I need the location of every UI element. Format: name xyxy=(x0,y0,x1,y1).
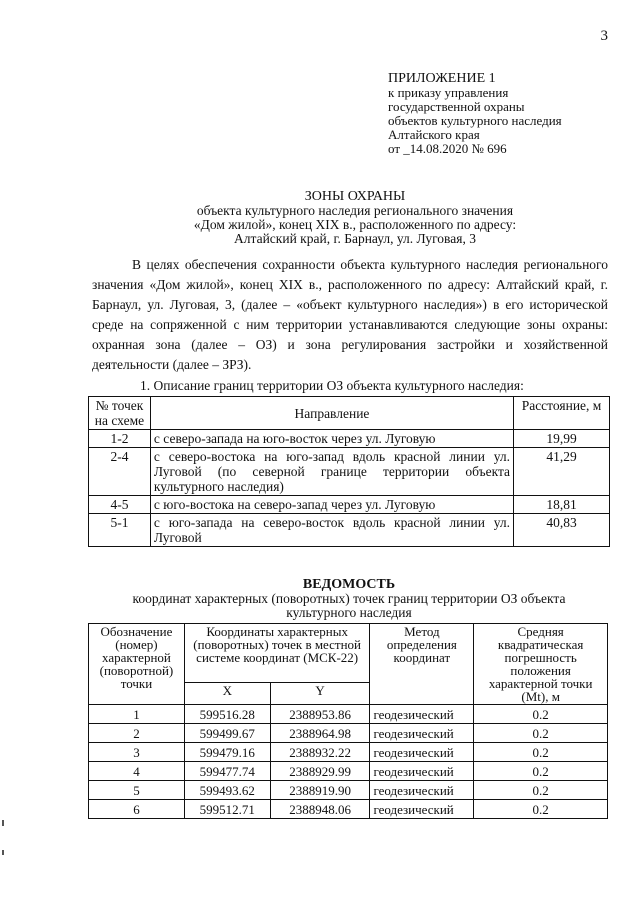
cell-number: 6 xyxy=(89,800,185,819)
appendix-line: к приказу управления xyxy=(388,85,509,100)
cell-method: геодезический xyxy=(370,800,474,819)
table-row xyxy=(89,705,608,724)
scan-artifact xyxy=(2,820,4,826)
page-number: 3 xyxy=(600,28,608,44)
cell-method: геодезический xyxy=(370,705,474,724)
header-coordinates: Координаты характерных (поворотных) точек в местной системе координат (МСК-22) xyxy=(184,624,370,683)
cell-method: геодезический xyxy=(370,724,474,743)
table-header-row xyxy=(89,624,608,683)
table-row xyxy=(89,800,608,819)
scan-artifact xyxy=(2,850,4,855)
cell-y: 2388948.06 xyxy=(270,800,370,819)
cell-x: 599516.28 xyxy=(184,705,270,724)
appendix-line: от _14.08.2020 № 696 xyxy=(388,141,507,156)
cell-y: 2388932.22 xyxy=(270,743,370,762)
vedomost-title: ВЕДОМОСТЬ xyxy=(302,577,396,592)
cell-number: 4 xyxy=(89,762,185,781)
header-y: Y xyxy=(270,682,370,704)
appendix-line: государственной охраны xyxy=(388,99,525,114)
header-method: Метод определения координат xyxy=(370,624,474,705)
cell-points: 2-4 xyxy=(89,448,151,496)
cell-mt: 0.2 xyxy=(474,800,608,819)
cell-points: 1-2 xyxy=(89,430,151,448)
vedomost-subtitle-line: культурного наследия xyxy=(286,605,412,620)
cell-x: 599493.62 xyxy=(184,781,270,800)
coordinates-table xyxy=(88,623,608,819)
cell-method: геодезический xyxy=(370,762,474,781)
zones-subtitle-line: объекта культурного наследия регионального значения xyxy=(196,203,514,218)
cell-y: 2388964.98 xyxy=(270,724,370,743)
table-header-row xyxy=(89,397,610,430)
table-row xyxy=(89,430,610,448)
cell-points: 4-5 xyxy=(89,496,151,514)
cell-direction: с северо-востока на юго-запад вдоль красной линии ул. Луговой (по северной границе территории объекта культурного наследия) xyxy=(150,448,513,496)
cell-distance: 41,29 xyxy=(514,448,610,496)
zones-subtitle-line: Алтайский край, г. Барнаул, ул. Луговая, 3 xyxy=(234,231,476,246)
vedomost-header xyxy=(88,578,610,620)
table-row xyxy=(89,448,610,496)
zones-subtitle-line: «Дом жилой», конец XIX в., расположенного по адресу: xyxy=(193,217,517,232)
cell-direction: с юго-востока на северо-запад через ул. Луговую xyxy=(150,496,513,514)
appendix-line: Алтайского края xyxy=(388,127,480,142)
header-distance: Расстояние, м xyxy=(514,397,610,430)
cell-direction: с юго-запада на северо-восток вдоль красной линии ул. Луговой xyxy=(150,514,513,547)
header-error: Средняя квадратическая погрешность положения характерной точки (Mt), м xyxy=(474,624,608,705)
header-points: № точек на схеме xyxy=(89,397,151,430)
cell-x: 599479.16 xyxy=(184,743,270,762)
vedomost-subtitle-line: координат характерных (поворотных) точек границ территории ОЗ объекта xyxy=(132,591,566,606)
cell-x: 599512.71 xyxy=(184,800,270,819)
cell-points: 5-1 xyxy=(89,514,151,547)
header-x: X xyxy=(184,682,270,704)
cell-x: 599499.67 xyxy=(184,724,270,743)
cell-x: 599477.74 xyxy=(184,762,270,781)
table-row xyxy=(89,496,610,514)
zones-title: ЗОНЫ ОХРАНЫ xyxy=(304,189,406,204)
cell-y: 2388953.86 xyxy=(270,705,370,724)
table-row xyxy=(89,762,608,781)
cell-number: 2 xyxy=(89,724,185,743)
table-row xyxy=(89,743,608,762)
table-row xyxy=(89,724,608,743)
cell-mt: 0.2 xyxy=(474,762,608,781)
cell-distance: 18,81 xyxy=(514,496,610,514)
boundaries-table xyxy=(88,396,610,547)
header-direction: Направление xyxy=(150,397,513,430)
cell-method: геодезический xyxy=(370,781,474,800)
appendix-line: объектов культурного наследия xyxy=(388,113,562,128)
cell-y: 2388929.99 xyxy=(270,762,370,781)
cell-method: геодезический xyxy=(370,743,474,762)
header-designation: Обозначение (номер) характерной (поворотной) точки xyxy=(89,624,185,705)
cell-mt: 0.2 xyxy=(474,743,608,762)
cell-number: 3 xyxy=(89,743,185,762)
appendix-title: ПРИЛОЖЕНИЕ 1 xyxy=(388,71,496,86)
table-row xyxy=(89,781,608,800)
cell-mt: 0.2 xyxy=(474,705,608,724)
cell-mt: 0.2 xyxy=(474,781,608,800)
cell-distance: 40,83 xyxy=(514,514,610,547)
section1-title: 1. Описание границ территории ОЗ объекта культурного наследия: xyxy=(140,378,524,393)
appendix-block xyxy=(388,72,628,156)
intro-text: В целях обеспечения сохранности объекта культурного наследия регионального значения «Дом жилой», конец XIX в., расположенного по адресу: Алтайский край, г. Барнаул, ул. Луговая, 3, (далее – «объект культурного наследия») в его исторической среде на сопряженной с ним территории устанавливаются следующие зоны охраны: охранная зона (далее – ОЗ) и зона регулирования застройки и хозяйственной деятельности (далее – ЗРЗ). xyxy=(92,257,608,372)
table-row xyxy=(89,514,610,547)
cell-number: 5 xyxy=(89,781,185,800)
cell-mt: 0.2 xyxy=(474,724,608,743)
zones-header xyxy=(100,190,610,246)
cell-direction: с северо-запада на юго-восток через ул. Луговую xyxy=(150,430,513,448)
intro-paragraph xyxy=(92,255,608,375)
cell-distance: 19,99 xyxy=(514,430,610,448)
cell-y: 2388919.90 xyxy=(270,781,370,800)
cell-number: 1 xyxy=(89,705,185,724)
